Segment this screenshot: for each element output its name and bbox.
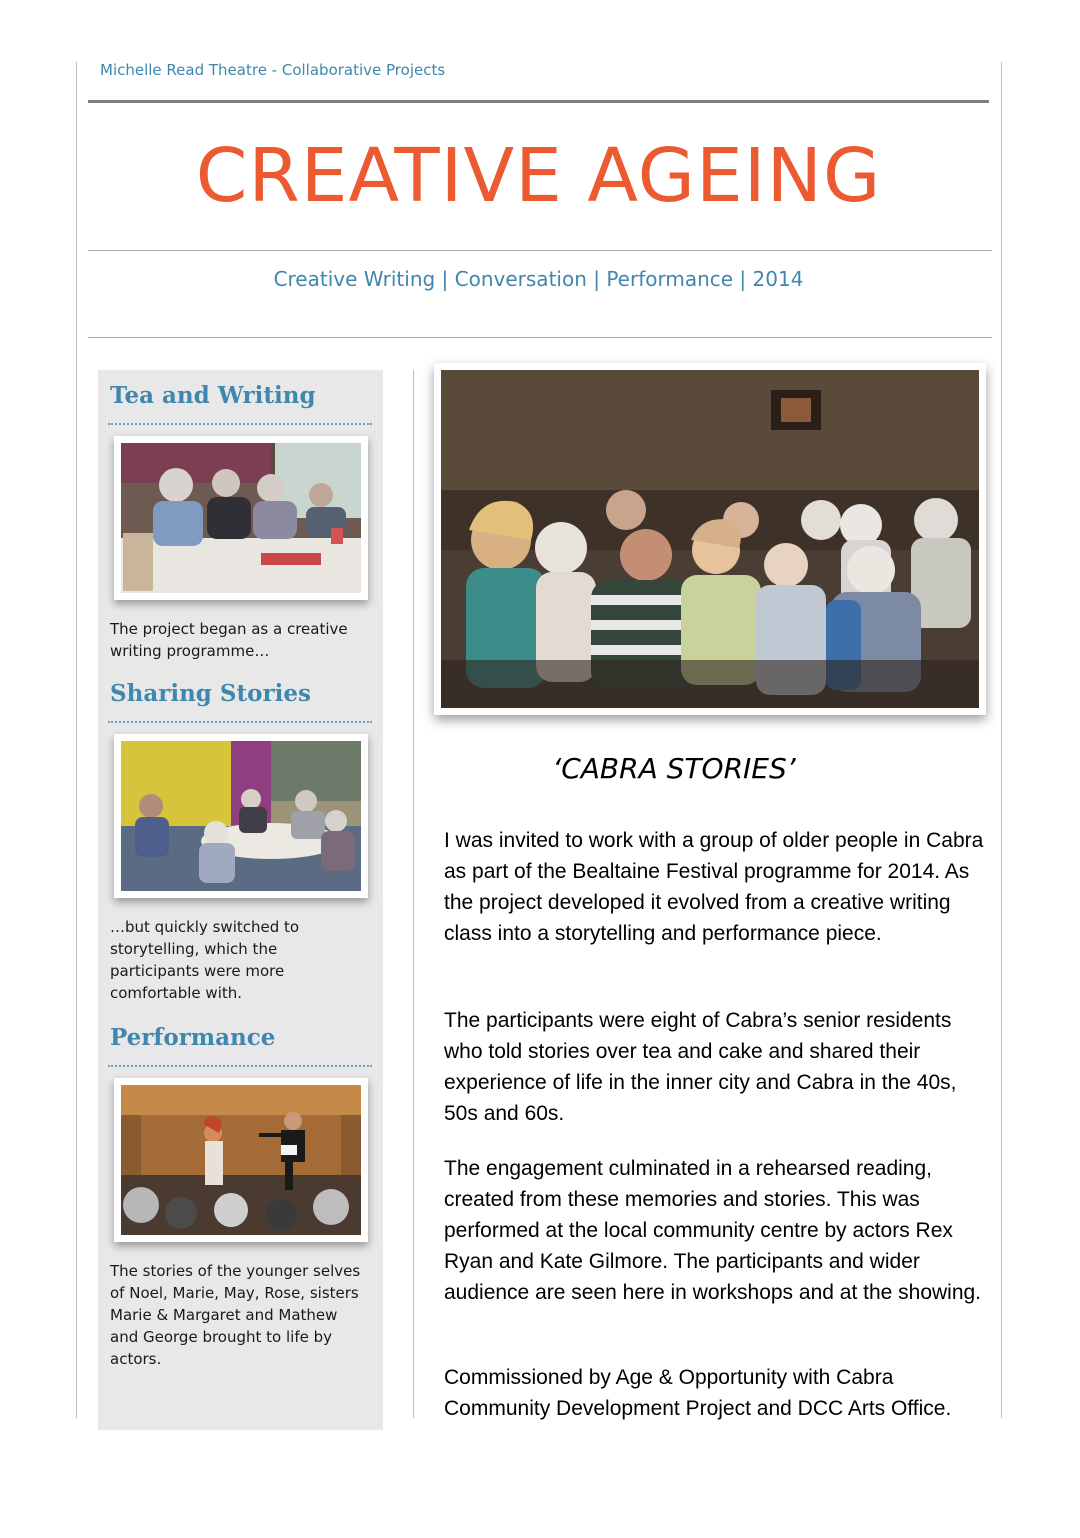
article-paragraph: Commissioned by Age & Opportunity with Cabra Community Development Project and DCC Arts Office. bbox=[444, 1366, 952, 1420]
column-divider bbox=[413, 370, 414, 1418]
sidebar-heading-tea-writing: Tea and Writing bbox=[110, 382, 316, 409]
sidebar-heading-performance: Performance bbox=[110, 1024, 276, 1051]
page-border-right bbox=[1001, 62, 1002, 1418]
sidebar-heading-sharing-stories: Sharing Stories bbox=[110, 680, 311, 707]
subtitle-rule bbox=[88, 337, 992, 338]
article-paragraph: The engagement culminated in a rehearsed reading, created from these memories and stories. This was performed at the local community centre by actors Rex Ryan and Kate Gilmore. The participants and wider audience are seen here in workshops and at the showing. bbox=[444, 1157, 982, 1304]
page-title: CREATIVE AGEING bbox=[195, 133, 882, 219]
caption-sharing-stories: …but quickly switched to storytelling, which the participants were more comfortable with. bbox=[110, 918, 300, 1002]
photo-sharing-stories bbox=[114, 734, 368, 898]
article-title: ‘CABRA STORIES’ bbox=[552, 752, 796, 785]
photo-tea-writing bbox=[114, 436, 368, 600]
sidebar-divider bbox=[108, 721, 372, 723]
page-border-left bbox=[76, 62, 77, 1418]
sidebar-divider bbox=[108, 1065, 372, 1067]
sidebar-divider bbox=[108, 423, 372, 425]
article-paragraph: I was invited to work with a group of older people in Cabra as part of the Bealtaine Festival programme for 2014. As the project developed it evolved from a creative writing class into a storytelling and performance piece. bbox=[444, 829, 984, 945]
caption-tea-writing: The project began as a creative writing programme… bbox=[110, 620, 348, 660]
header-rule bbox=[88, 100, 989, 103]
page-subtitle: Creative Writing | Conversation | Performance | 2014 bbox=[273, 267, 804, 291]
title-rule bbox=[88, 250, 992, 251]
photo-performance bbox=[114, 1078, 368, 1242]
photo-audience bbox=[434, 363, 986, 715]
org-name: Michelle Read Theatre - Collaborative Projects bbox=[100, 61, 446, 79]
article-paragraph: The participants were eight of Cabra’s senior residents who told stories over tea and cake and shared their experience of life in the inner city and Cabra in the 40s, 50s and 60s. bbox=[444, 1009, 957, 1125]
sidebar bbox=[98, 370, 383, 1430]
caption-performance: The stories of the younger selves of Noel, Marie, May, Rose, sisters Marie & Margaret and Mathew and George brought to life by actors. bbox=[110, 1262, 361, 1368]
